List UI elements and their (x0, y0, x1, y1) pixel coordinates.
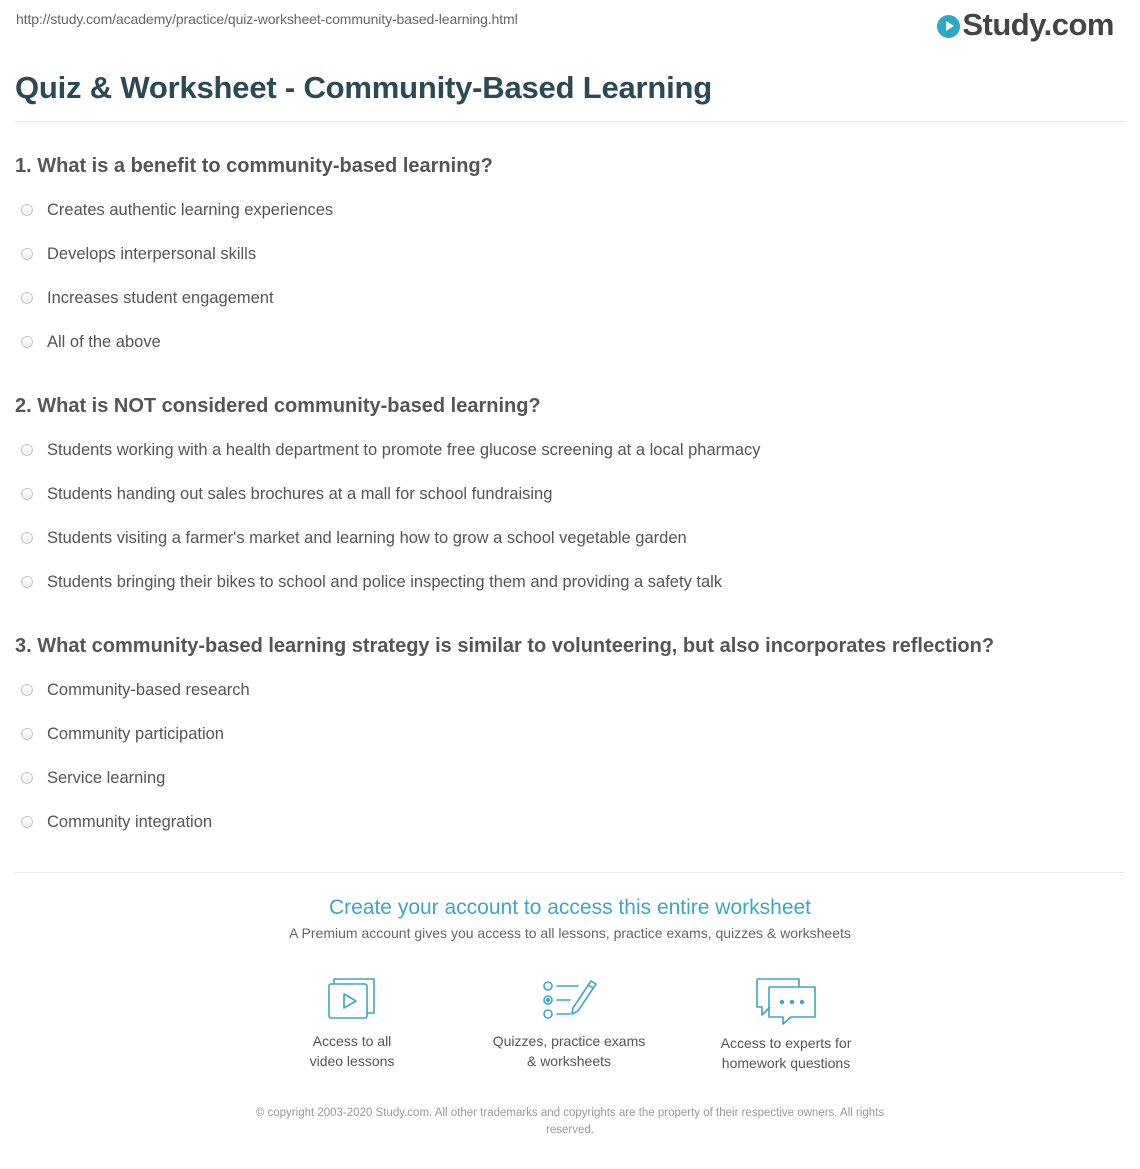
answer-option[interactable] (21, 330, 161, 354)
feature-label-line1: Access to all (312, 1033, 392, 1049)
answer-option[interactable] (21, 482, 552, 506)
copyright-line1: © copyright 2003-2020 Study.com. All other trademarks and copyrights are the property of their respective owners. All rights (255, 1107, 885, 1119)
answer-label: Community integration (47, 812, 213, 831)
answer-option[interactable] (21, 438, 761, 462)
radio-button[interactable] (21, 576, 33, 588)
radio-button[interactable] (21, 248, 33, 260)
study-play-logo-icon (937, 15, 960, 38)
feature-video-lessons (252, 975, 452, 1071)
feature-experts (686, 975, 886, 1073)
copyright-line2: reserved. (546, 1124, 594, 1136)
question-2: 2. What is NOT considered community-based learning? (15, 395, 541, 417)
answer-label: Students bringing their bikes to school and police inspecting them and providing a safety talk (47, 572, 723, 591)
answer-option[interactable] (21, 570, 722, 594)
answer-label: Increases student engagement (47, 288, 274, 307)
radio-button[interactable] (21, 336, 33, 348)
answer-option[interactable] (21, 526, 687, 550)
page-url: http://study.com/academy/practice/quiz-worksheet-community-based-learning.html (16, 11, 518, 27)
feature-label-line1: Quizzes, practice exams (492, 1033, 646, 1049)
answer-option[interactable] (21, 198, 333, 222)
video-lessons-icon (326, 975, 378, 1023)
radio-button[interactable] (21, 444, 33, 456)
title-divider (15, 121, 1125, 122)
study-logo[interactable] (937, 8, 1114, 42)
cta-divider (15, 872, 1125, 873)
answer-label: Community participation (47, 724, 224, 743)
logo-text: Study.com (962, 7, 1114, 42)
feature-label-line2: & worksheets (526, 1053, 612, 1069)
answer-label: Develops interpersonal skills (47, 244, 257, 263)
radio-button[interactable] (21, 816, 33, 828)
answer-label: Students handing out sales brochures at a mall for school fundraising (47, 484, 553, 503)
question-3: 3. What community-based learning strategy is similar to volunteering, but also incorporates reflection? (15, 635, 995, 657)
answer-label: Service learning (47, 768, 166, 787)
radio-button[interactable] (21, 204, 33, 216)
radio-button[interactable] (21, 772, 33, 784)
question-1: 1. What is a benefit to community-based learning? (15, 155, 493, 177)
chat-bubbles-icon (753, 975, 819, 1025)
create-account-link[interactable]: Create your account to access this entire worksheet (328, 896, 812, 919)
feature-quizzes (469, 975, 669, 1071)
radio-button[interactable] (21, 488, 33, 500)
answer-option[interactable] (21, 722, 224, 746)
answer-label: Students visiting a farmer's market and learning how to grow a school vegetable garden (47, 528, 687, 547)
radio-button[interactable] (21, 684, 33, 696)
page-title: Quiz & Worksheet - Community-Based Learning (15, 70, 713, 105)
answer-option[interactable] (21, 766, 165, 790)
answer-option[interactable] (21, 242, 256, 266)
answer-label: Students working with a health department to promote free glucose screening at a local pharmacy (47, 440, 761, 459)
answer-option[interactable] (21, 286, 274, 310)
premium-description: A Premium account gives you access to all lessons, practice exams, quizzes & worksheets (289, 925, 851, 941)
answer-label: Creates authentic learning experiences (47, 200, 334, 219)
answer-label: Community-based research (47, 680, 250, 699)
feature-label-line1: Access to experts for (720, 1035, 852, 1051)
radio-button[interactable] (21, 728, 33, 740)
radio-button[interactable] (21, 532, 33, 544)
answer-option[interactable] (21, 810, 212, 834)
answer-label: All of the above (47, 332, 161, 351)
copyright-footer (210, 1105, 930, 1139)
radio-button[interactable] (21, 292, 33, 304)
quiz-checklist-icon (540, 975, 598, 1023)
answer-option[interactable] (21, 678, 250, 702)
feature-label-line2: homework questions (721, 1055, 851, 1071)
feature-label-line2: video lessons (309, 1053, 395, 1069)
